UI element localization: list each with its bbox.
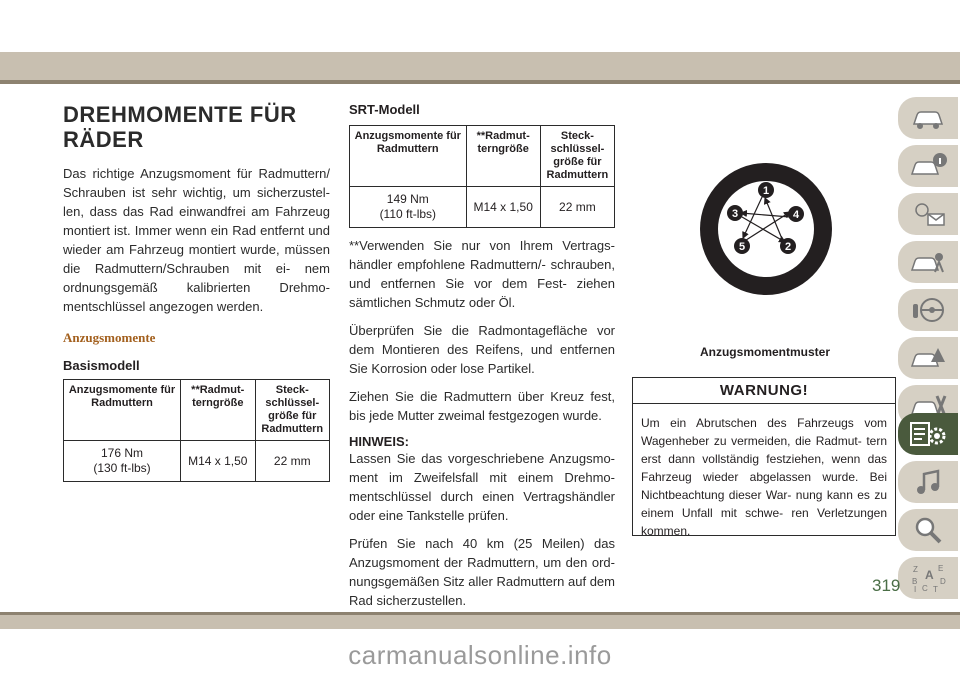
table-header-row	[350, 126, 615, 187]
paragraph-mounting-surface: Überprüfen Sie die Radmontagefläche vor dem Montieren des Reifens, und entfernen Sie Korrosion oder lose Partikel.	[349, 323, 615, 376]
header-nut-size: **Radmut- terngröße	[181, 380, 255, 441]
lug-nut-5	[734, 238, 750, 254]
lug-nut-1	[758, 182, 774, 198]
header-torque: Anzugsmomente für Radmuttern	[350, 126, 467, 187]
header-socket-size: Steck- schlüssel- größe für Radmuttern	[540, 126, 614, 187]
svg-text:I: I	[914, 585, 917, 594]
cell-socket-size: 22 mm	[255, 441, 330, 482]
table-row	[64, 441, 330, 482]
svg-text:B: B	[912, 577, 918, 586]
lug-nut-3	[727, 205, 743, 221]
steering-wheel-icon	[908, 294, 948, 326]
torque-ftlbs: (130 ft-lbs)	[93, 461, 151, 475]
watermark: carmanualsonline.info	[348, 640, 612, 670]
tab-vehicle[interactable]	[898, 97, 958, 139]
cell-nut-size: M14 x 1,50	[466, 187, 540, 228]
subheading-anzugsmomente: Anzugsmomente	[63, 330, 156, 345]
heading-line-2: RÄDER	[63, 127, 144, 152]
top-band	[0, 52, 960, 84]
cell-socket-size: 22 mm	[540, 187, 614, 228]
srt-model-table	[349, 125, 615, 228]
svg-text:C: C	[922, 584, 928, 593]
tab-emergency[interactable]	[898, 337, 958, 379]
car-info-icon	[908, 150, 948, 182]
heading-line-1: DREHMOMENTE FÜR	[63, 102, 297, 127]
tab-safety[interactable]	[898, 241, 958, 283]
hinweis-paragraph: Lassen Sie das vorgeschriebene Anzugsmo- ment im Zweifelsfall mit einem Drehmo- mentschlüssel durch einen Vertragshändler oder eine Tankstelle prüfen.	[349, 451, 615, 523]
svg-text:A: A	[925, 568, 934, 582]
left-column	[63, 102, 330, 482]
base-model-table	[63, 379, 330, 482]
figure-caption: Anzugsmomentmuster	[699, 345, 830, 359]
svg-text:2: 2	[784, 241, 792, 253]
warning-text: Um ein Abrutschen des Fahrzeugs vom Wagenheber zu vermeiden, die Radmut- tern erst dann vollständig festziehen, wenn das Fahrzeug wieder abgelassen wurde. Bei Nichtbeachtung dieser War- nung kann es zu einem Unfall mit schwe- ren Verletzungen kommen.	[641, 416, 887, 538]
lug-nut-2	[780, 238, 796, 254]
section-heading	[63, 102, 330, 152]
music-note-icon	[908, 466, 948, 498]
bottom-band	[0, 612, 960, 629]
paragraph-crosswise: Ziehen Sie die Radmuttern über Kreuz fest, bis jede Mutter zweimal festgezogen wurde.	[349, 389, 615, 423]
header-socket-size: Steck- schlüssel- größe für Radmuttern	[255, 380, 330, 441]
middle-column	[349, 102, 615, 619]
torque-nm: 176 Nm	[101, 446, 144, 460]
car-icon	[908, 102, 948, 134]
tab-technical-data[interactable]	[898, 413, 958, 455]
tab-search[interactable]	[898, 509, 958, 551]
magnifier-icon	[908, 514, 948, 546]
tab-index[interactable]	[898, 557, 958, 599]
hinweis-label: HINWEIS:	[349, 434, 409, 449]
alphabet-index-icon	[908, 562, 948, 594]
tab-info[interactable]	[898, 145, 958, 187]
header-nut-size: **Radmut- terngröße	[466, 126, 540, 187]
svg-text:T: T	[933, 585, 938, 594]
lug-nut-pattern-figure	[697, 160, 835, 298]
car-emergency-icon	[908, 342, 948, 374]
lug-nut-4	[788, 206, 804, 222]
svg-text:5: 5	[738, 241, 746, 253]
cell-nut-size: M14 x 1,50	[181, 441, 255, 482]
tab-lights-messages[interactable]	[898, 193, 958, 235]
tab-multimedia[interactable]	[898, 461, 958, 503]
page-number: 319	[872, 576, 901, 595]
intro-paragraph: Das richtige Anzugsmoment für Radmuttern/ Schrauben ist sehr wichtig, um sicherzustel- len, dass das Rad einwandfrei am Fahrzeug montiert ist. Immer wenn ein Rad entfernt und wieder am Fahrzeug montiert wurde, müssen die Radmuttern/Schrauben mit ei- nem ordnungsgemäß kalibrierten Drehmo- mentschlüssel angezogen werden.	[63, 166, 330, 314]
warning-light-icon	[908, 198, 948, 230]
header-torque: Anzugsmomente für Radmuttern	[64, 380, 181, 441]
base-model-label: Basismodell	[63, 358, 140, 373]
table-header-row	[64, 380, 330, 441]
table-row	[350, 187, 615, 228]
torque-nm: 149 Nm	[386, 192, 429, 206]
svg-text:3: 3	[731, 208, 739, 220]
cell-torque	[64, 441, 181, 482]
svg-text:1: 1	[762, 185, 770, 197]
srt-model-label: SRT-Modell	[349, 102, 420, 117]
svg-text:4: 4	[792, 209, 800, 221]
svg-text:E: E	[938, 564, 944, 573]
torque-ftlbs: (110 ft-lbs)	[379, 207, 437, 221]
svg-text:Z: Z	[913, 565, 918, 574]
paragraph-recheck: Prüfen Sie nach 40 km (25 Meilen) das Anzugsmoment der Radmuttern, um den ord- nungsgemäßen Sitz aller Radmuttern auf dem Rad sicherzustellen.	[349, 536, 615, 608]
car-safety-icon	[908, 246, 948, 278]
warning-title: WARNUNG!	[633, 378, 895, 404]
cell-torque	[350, 187, 467, 228]
footnote-paragraph: **Verwenden Sie nur von Ihrem Vertrags- händler empfohlene Radmuttern/- schrauben, und entfernen Sie vor dem Fest- ziehen sämtlichen Schmutz oder Öl.	[349, 238, 615, 310]
warning-box	[632, 377, 896, 536]
specs-gear-icon	[908, 418, 948, 450]
tab-driving[interactable]	[898, 289, 958, 331]
svg-text:D: D	[940, 577, 946, 586]
